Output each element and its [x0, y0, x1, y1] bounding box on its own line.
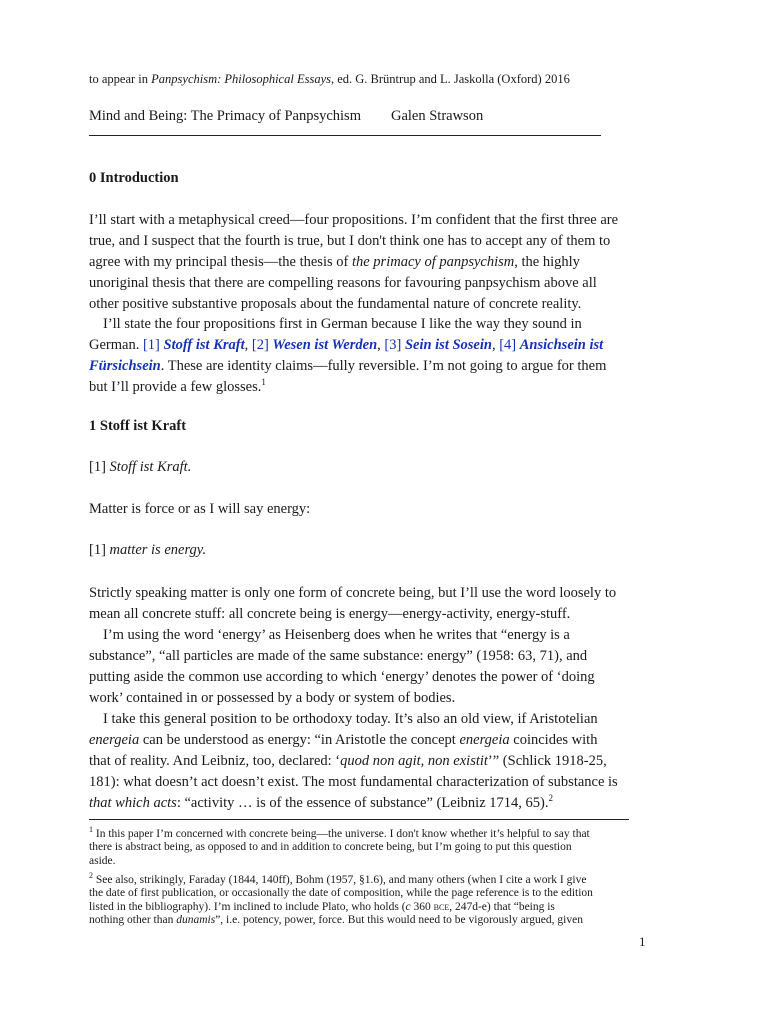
footnote-ref-2[interactable]: 2 — [548, 792, 553, 803]
author-name: Galen Strawson — [390, 108, 484, 124]
link-fursichsein[interactable]: Fürsichsein — [89, 357, 161, 374]
proposition-1-english: [1] matter is energy. — [89, 542, 207, 558]
proposition-1-german: [1] Stoff ist Kraft. — [89, 459, 192, 475]
paragraph-german-propositions: I’ll state the four propositions first in German because I like the way they sound in German. [1] Stoff ist Kraft, [2] Wesen ist Werden, [3] Sein ist Sosein, [4] Ansichsein ist Fürsichsein. These are identity claims—fully reversible. I’m not going to argue for them but I’ll provide a few glosses.$^1$ — [89, 316, 607, 395]
section-heading-introduction: 0 Introduction — [89, 170, 179, 186]
footnote-2: $^2$ See also, strikingly, Faraday (1844, 140ff), Bohm (1957, §1.6), and many others (when I cite a work I give the date of first publication, or occasionally the date of composition, while the page reference is to the edition listed in the bibliography). I’m inclined to include Plato, who holds (c 360 bce, 247d-e) that “being is nothing other than dunamis”, i.e. potency, power, force. But this would need to be vigorously argued, given — [89, 871, 593, 927]
title-line — [89, 108, 483, 125]
paragraph-matter: Strictly speaking matter is only one form of concrete being, but I’ll use the word loosely to mean all concrete stuff: all concrete being is energy—energy-activity, energy-stuff. — [89, 585, 617, 622]
section-heading-stoff-ist-kraft: 1 Stoff ist Kraft — [89, 418, 187, 434]
publication-note: to appear in Panpsychism: Philosophical Essays, ed. G. Brüntrup and L. Jaskolla (Oxford) 2016 — [89, 72, 570, 86]
footnote-rule — [89, 819, 629, 820]
link-wesen-ist-werden[interactable]: Wesen ist Werden — [272, 336, 378, 353]
paper-title: Mind and Being: The Primacy of Panpsychism — [89, 108, 361, 124]
footnote-ref-1[interactable]: 1 — [261, 376, 266, 387]
paragraph-orthodoxy: I take this general position to be orthodoxy today. It’s also an old view, if Aristotelian energeia can be understood as energy: “in Aristotle the concept energeia coincides with that of reality. And Leibniz, too, declared: ‘quod non agit, non existit’” (Schlick 1918-25, 181): what doesn’t act doesn’t exist. The most fundamental characterization of substance is that which acts: “activity … is of the essence of substance” (Leibniz 1714, 65).$^2$ — [89, 711, 618, 811]
link-stoff-ist-kraft[interactable]: Stoff ist Kraft — [163, 336, 245, 353]
paragraph-creed: I’ll start with a metaphysical creed—four propositions. I’m confident that the first three are true, and I suspect that the fourth is true, but I don't think one has to accept any of them to agree with my principal thesis—the thesis of the primacy of panpsychism, the highly unoriginal thesis that there are compelling reasons for favouring panpsychism above all other positive substantive proposals about the fundamental nature of concrete reality. — [89, 212, 619, 312]
header-rule — [89, 135, 601, 136]
page-number: 1 — [639, 934, 646, 949]
link-ansichsein-ist-fursichsein[interactable]: Ansichsein ist — [519, 336, 604, 353]
link-sein-ist-sosein[interactable]: Sein ist Sosein — [404, 336, 492, 353]
proposition-1-gloss: Matter is force or as I will say energy: — [89, 501, 311, 517]
footnote-1: $^1$ In this paper I’m concerned with concrete being—the universe. I don't know whether it’s helpful to say that there is abstract being, as opposed to and in addition to concrete being, but I’m going to put this question aside. — [89, 825, 590, 867]
paragraph-heisenberg: I’m using the word ‘energy’ as Heisenberg does when he writes that “energy is a substance”, “all particles are made of the same substance: energy” (1958: 63, 71), and putting aside the common use according to which ‘energy’ denotes the power of ‘doing work’ contained in or possessed by a body or system of bodies. — [89, 627, 595, 706]
